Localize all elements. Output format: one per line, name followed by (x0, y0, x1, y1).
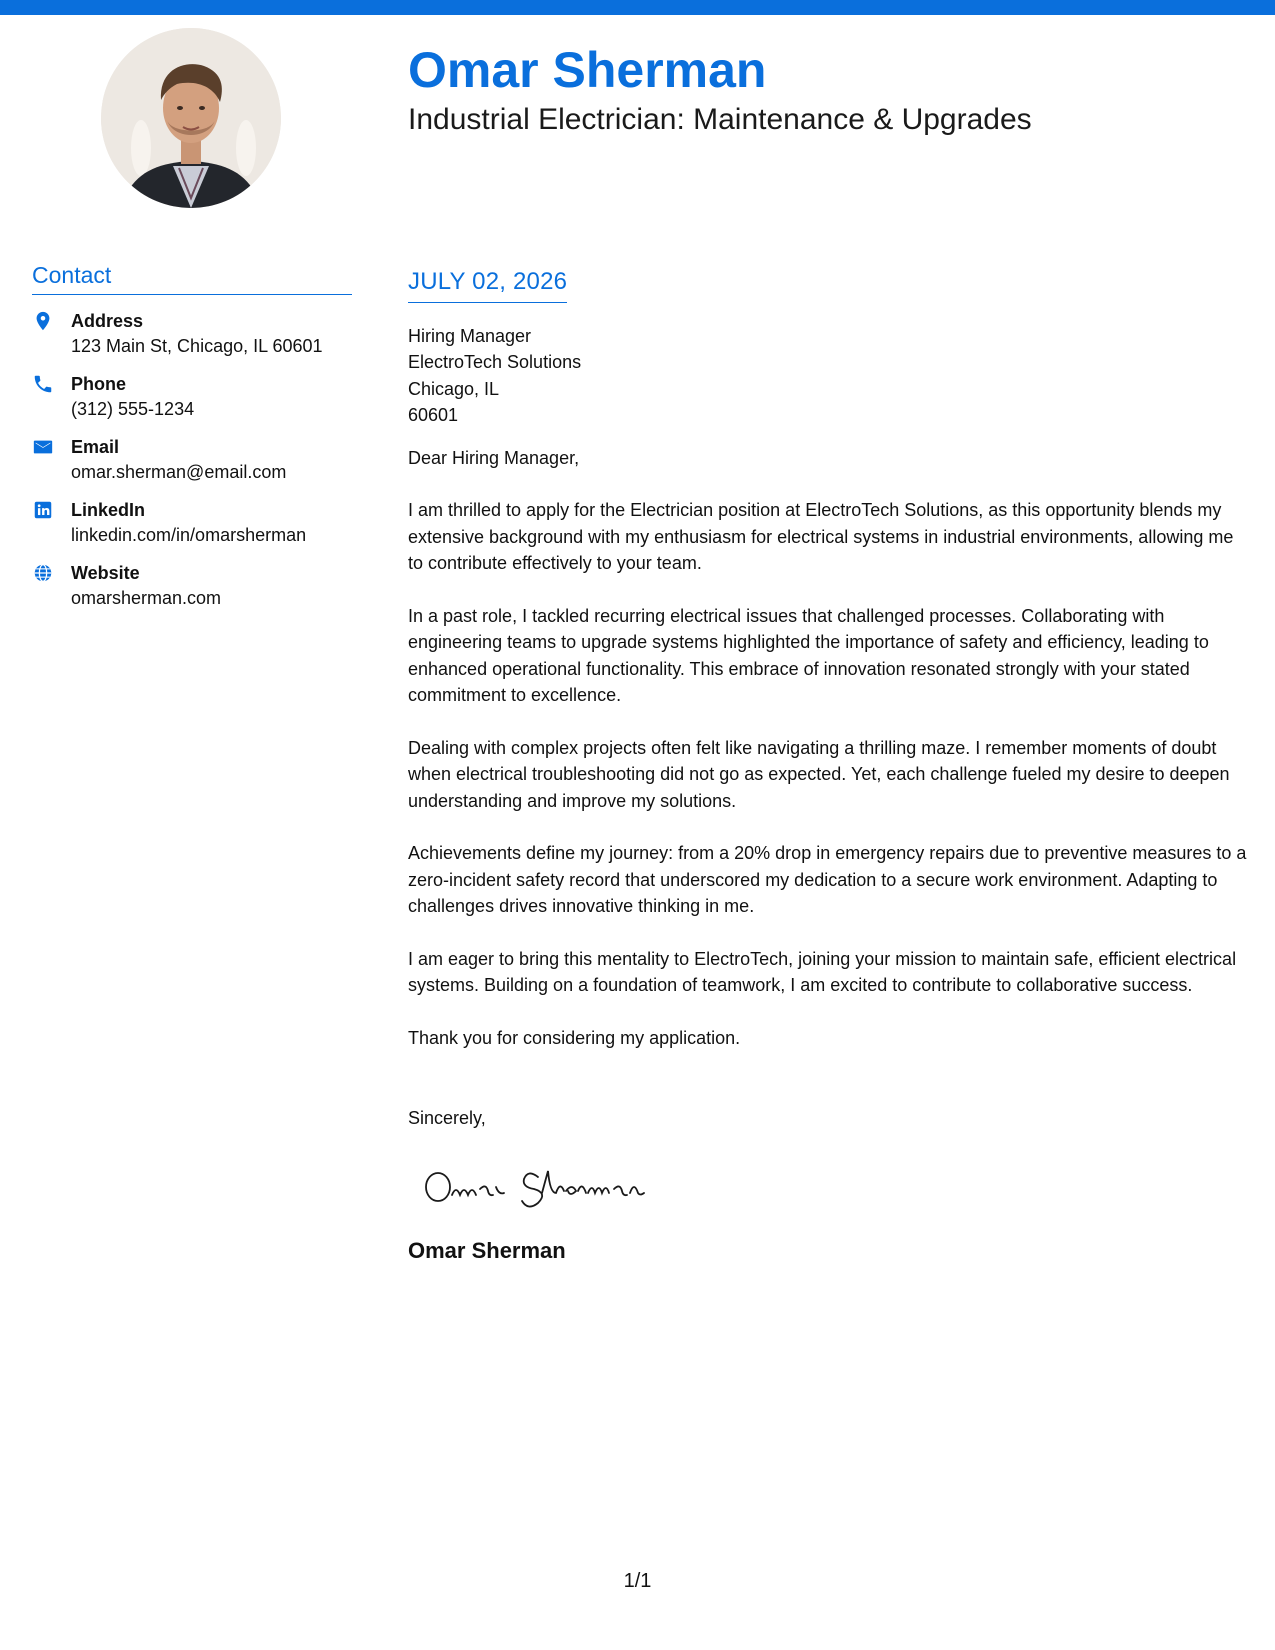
phone-value: (312) 555-1234 (71, 398, 195, 419)
globe-icon (32, 562, 54, 584)
contact-item-phone (32, 372, 352, 422)
recipient-line: Chicago, IL (408, 378, 500, 399)
letter-paragraph: Dealing with complex projects often felt like navigating a thrilling maze. I remember moments of doubt when electrical troubleshooting did not go as expected. Yet, each challenge fueled my desire to deepen understanding and improve my solutions. (408, 737, 1230, 811)
letter-body (408, 268, 1248, 1265)
envelope-icon (32, 436, 54, 458)
contact-label: Phone (71, 373, 127, 394)
contact-item-linkedin (32, 498, 352, 548)
page-number: 1/1 (623, 1570, 652, 1592)
contact-item-website (32, 561, 352, 611)
contact-item-email (32, 435, 352, 485)
website-value[interactable]: omarsherman.com (71, 587, 222, 608)
recipient-line: Hiring Manager (408, 325, 532, 346)
phone-icon (32, 373, 54, 395)
closing: Sincerely, (408, 1108, 486, 1129)
letter-paragraph: In a past role, I tackled recurring electrical issues that challenged processes. Collaborating with engineering teams to upgrade systems highlighted the importance of safety and efficiency, leading to enhanced operational functionality. This embrace of innovation resonated strongly with your stated commitment to excellence. (408, 605, 1209, 706)
handwritten-signature (418, 1157, 678, 1217)
letter-paragraph: I am thrilled to apply for the Electrician position at ElectroTech Solutions, as this opportunity blends my extensive background with my enthusiasm for electrical systems in industrial environments, allowing me to contribute effectively to your team. (408, 500, 1234, 574)
contact-label: Email (71, 436, 120, 457)
signed-name: Omar Sherman (408, 1238, 566, 1264)
recipient-line: ElectroTech Solutions (408, 352, 582, 373)
linkedin-value[interactable]: linkedin.com/in/omarsherman (71, 524, 307, 545)
letter-date: JULY 02, 2026 (408, 268, 567, 303)
top-accent-bar (0, 0, 1275, 15)
contact-heading: Contact (32, 262, 352, 295)
job-title: Industrial Electrician: Maintenance & Upgrades (408, 103, 1032, 136)
email-value[interactable]: omar.sherman@email.com (71, 461, 287, 482)
recipient-block (408, 323, 1248, 429)
profile-photo (101, 28, 281, 208)
contact-label: Website (71, 562, 140, 583)
letter-paragraph: Thank you for considering my application. (408, 1027, 741, 1048)
letter-paragraph: I am eager to bring this mentality to ElectroTech, joining your mission to maintain safe, efficient electrical systems. Building on a foundation of teamwork, I am excited to contribute to collaborative success. (408, 948, 1237, 996)
linkedin-icon (32, 499, 54, 521)
contact-label: Address (71, 310, 144, 331)
address-value: 123 Main St, Chicago, IL 60601 (71, 335, 323, 356)
contact-label: LinkedIn (71, 499, 146, 520)
applicant-name: Omar Sherman (408, 42, 767, 98)
contact-sidebar (32, 262, 352, 624)
contact-item-address (32, 309, 352, 359)
salutation: Dear Hiring Manager, (408, 447, 580, 468)
letter-paragraph: Achievements define my journey: from a 20% drop in emergency repairs due to preventive measures to a zero-incident safety record that underscored my dedication to a secure work environment. Adapting to challenges drives innovative thinking in me. (408, 843, 1247, 917)
recipient-line: 60601 (408, 405, 459, 426)
map-pin-icon (32, 310, 54, 332)
